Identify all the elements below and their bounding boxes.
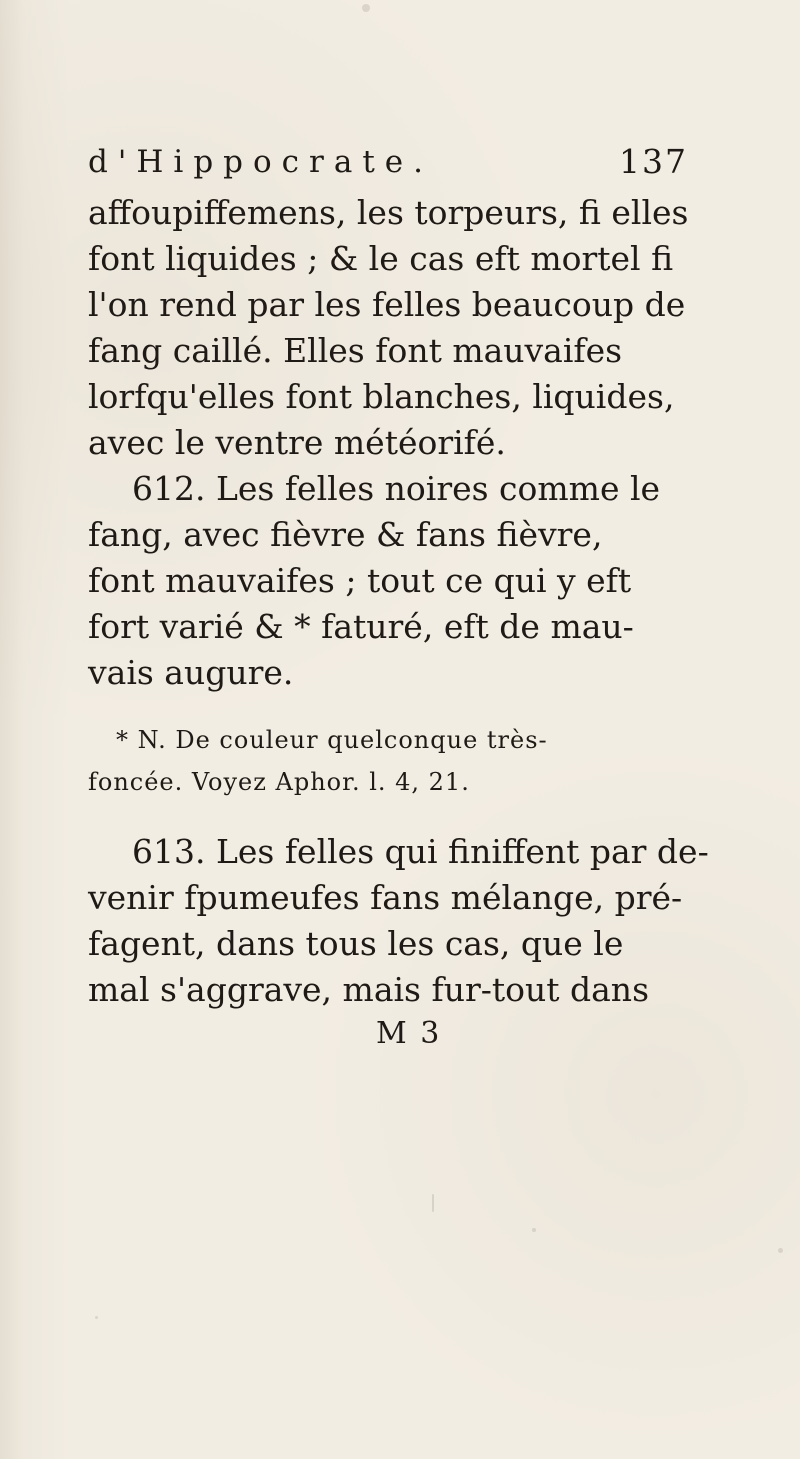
paper-speck	[432, 1194, 434, 1212]
text-line: affoupiffemens, les torpeurs, fi elles	[88, 193, 689, 232]
text-line: avec le ventre météorifé.	[88, 423, 506, 462]
paragraph-start-line: 613. Les felles qui finiffent par de-	[132, 832, 709, 871]
text-line: fang, avec fièvre & fans fièvre,	[88, 515, 603, 554]
text-line: font mauvaifes ; tout ce qui y eft	[88, 561, 632, 600]
paper-speck	[95, 1316, 98, 1319]
text-line: l'on rend par les felles beaucoup de	[88, 285, 686, 324]
text-line: fang caillé. Elles font mauvaifes	[88, 331, 623, 370]
footnote-line: * N. De couleur quelconque très-	[116, 726, 548, 754]
text-line: font liquides ; & le cas eft mortel fi	[88, 239, 674, 278]
text-line: fagent, dans tous les cas, que le	[88, 924, 624, 963]
text-line: fort varié & * faturé, eft de mau-	[88, 607, 634, 646]
text-line: venir fpumeufes fans mélange, pré-	[88, 878, 683, 917]
footnote-line: foncée. Voyez Aphor. l. 4, 21.	[88, 768, 470, 796]
signature-mark: M 3	[376, 1016, 442, 1051]
running-title: d'Hippocrate.	[88, 144, 433, 180]
running-head	[88, 140, 688, 184]
paper-speck	[362, 4, 370, 12]
text-line: lorfqu'elles font blanches, liquides,	[88, 377, 675, 416]
paragraph-start-line: 612. Les felles noires comme le	[132, 469, 661, 508]
paper-speck	[532, 1228, 536, 1232]
text-line: vais augure.	[88, 653, 294, 692]
text-line: mal s'aggrave, mais fur-tout dans	[88, 970, 649, 1009]
paper-speck	[778, 1248, 783, 1253]
page-number: 137	[619, 142, 688, 181]
